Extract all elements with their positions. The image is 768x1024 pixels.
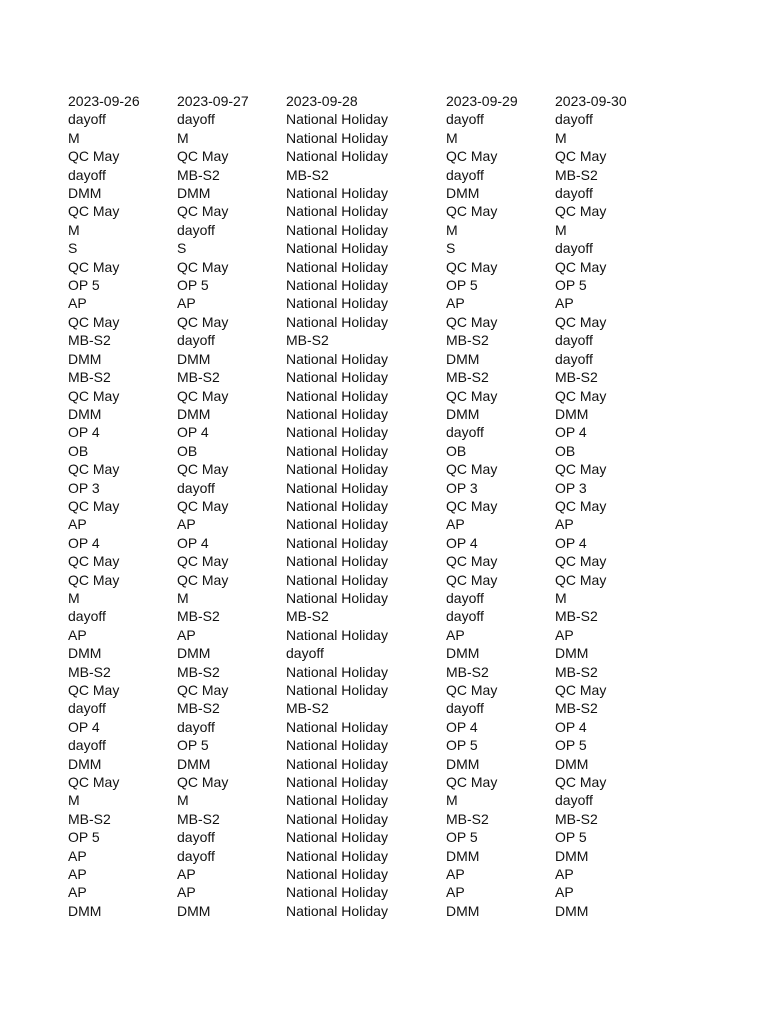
table-cell: OP 4: [177, 424, 209, 441]
table-row: [68, 773, 668, 791]
table-row: [68, 791, 668, 809]
table-cell: MB-S2: [286, 700, 329, 717]
table-cell: QC May: [446, 774, 498, 791]
table-cell: M: [68, 589, 80, 606]
table-cell: QC May: [68, 203, 120, 220]
schedule-body: [68, 110, 668, 920]
table-cell: National Holiday: [286, 516, 388, 533]
table-cell: M: [446, 221, 458, 238]
table-cell: QC May: [177, 387, 229, 404]
table-cell: M: [446, 792, 458, 809]
table-row: [68, 331, 668, 349]
table-cell: dayoff: [555, 111, 593, 128]
table-row: [68, 184, 668, 202]
table-cell: DMM: [446, 350, 480, 367]
table-cell: dayoff: [555, 185, 593, 202]
table-row: [68, 442, 668, 460]
table-cell: AP: [177, 516, 196, 533]
table-row: [68, 239, 668, 257]
table-row: [68, 810, 668, 828]
table-cell: AP: [68, 626, 87, 643]
table-cell: National Holiday: [286, 663, 388, 680]
table-cell: QC May: [446, 571, 498, 588]
table-cell: National Holiday: [286, 111, 388, 128]
table-cell: QC May: [446, 203, 498, 220]
table-cell: National Holiday: [286, 203, 388, 220]
table-cell: QC May: [555, 387, 607, 404]
table-cell: MB-S2: [555, 810, 598, 827]
table-cell: DMM: [68, 405, 102, 422]
table-row: [68, 313, 668, 331]
table-row: [68, 497, 668, 515]
table-cell: QC May: [555, 148, 607, 165]
table-cell: QC May: [555, 553, 607, 570]
table-cell: QC May: [68, 148, 120, 165]
table-cell: MB-S2: [68, 663, 111, 680]
table-cell: dayoff: [446, 424, 484, 441]
table-cell: OP 4: [446, 718, 478, 735]
date-header: 2023-09-30: [555, 93, 627, 109]
table-cell: QC May: [446, 497, 498, 514]
table-cell: AP: [68, 884, 87, 901]
table-cell: National Holiday: [286, 350, 388, 367]
table-cell: National Holiday: [286, 737, 388, 754]
table-cell: National Holiday: [286, 442, 388, 459]
table-cell: National Holiday: [286, 129, 388, 146]
table-cell: DMM: [177, 350, 211, 367]
table-cell: QC May: [68, 387, 120, 404]
table-cell: National Holiday: [286, 221, 388, 238]
table-cell: National Holiday: [286, 277, 388, 294]
table-row: [68, 681, 668, 699]
table-cell: DMM: [177, 902, 211, 919]
table-cell: National Holiday: [286, 424, 388, 441]
table-cell: MB-S2: [555, 166, 598, 183]
table-cell: QC May: [68, 313, 120, 330]
table-cell: dayoff: [446, 608, 484, 625]
table-cell: MB-S2: [446, 663, 489, 680]
table-cell: QC May: [446, 148, 498, 165]
table-cell: M: [555, 221, 567, 238]
table-row: [68, 718, 668, 736]
table-cell: QC May: [446, 461, 498, 478]
table-cell: dayoff: [446, 700, 484, 717]
table-cell: AP: [446, 866, 465, 883]
table-row: [68, 423, 668, 441]
table-row: [68, 221, 668, 239]
table-cell: dayoff: [446, 589, 484, 606]
table-cell: M: [177, 792, 189, 809]
table-cell: National Holiday: [286, 258, 388, 275]
table-cell: National Holiday: [286, 387, 388, 404]
table-cell: QC May: [177, 774, 229, 791]
table-cell: QC May: [177, 497, 229, 514]
table-cell: QC May: [555, 203, 607, 220]
table-cell: DMM: [555, 645, 589, 662]
table-cell: National Holiday: [286, 461, 388, 478]
table-cell: DMM: [446, 405, 480, 422]
table-cell: QC May: [446, 258, 498, 275]
table-cell: AP: [177, 884, 196, 901]
table-cell: dayoff: [555, 240, 593, 257]
table-cell: QC May: [446, 553, 498, 570]
table-row: [68, 663, 668, 681]
table-cell: MB-S2: [555, 663, 598, 680]
table-cell: QC May: [68, 571, 120, 588]
table-cell: DMM: [177, 755, 211, 772]
table-cell: OP 4: [555, 424, 587, 441]
table-cell: OP 3: [68, 479, 100, 496]
table-cell: QC May: [446, 313, 498, 330]
table-cell: QC May: [555, 571, 607, 588]
table-cell: DMM: [555, 755, 589, 772]
date-header: 2023-09-26: [68, 93, 140, 109]
schedule-header: [68, 92, 668, 110]
table-cell: MB-S2: [177, 663, 220, 680]
table-cell: QC May: [555, 461, 607, 478]
table-cell: DMM: [446, 645, 480, 662]
table-cell: MB-S2: [177, 608, 220, 625]
table-cell: National Holiday: [286, 369, 388, 386]
table-row: [68, 534, 668, 552]
table-row: [68, 276, 668, 294]
table-cell: dayoff: [555, 792, 593, 809]
table-cell: DMM: [446, 755, 480, 772]
table-cell: QC May: [446, 387, 498, 404]
table-cell: dayoff: [68, 166, 106, 183]
table-cell: MB-S2: [555, 700, 598, 717]
table-cell: DMM: [68, 350, 102, 367]
table-cell: National Holiday: [286, 313, 388, 330]
table-cell: AP: [68, 516, 87, 533]
table-row: [68, 166, 668, 184]
table-cell: National Holiday: [286, 884, 388, 901]
table-cell: MB-S2: [555, 608, 598, 625]
table-cell: National Holiday: [286, 553, 388, 570]
table-cell: National Holiday: [286, 405, 388, 422]
table-cell: MB-S2: [446, 810, 489, 827]
table-cell: QC May: [555, 313, 607, 330]
table-row: [68, 644, 668, 662]
table-cell: AP: [68, 847, 87, 864]
table-cell: dayoff: [177, 718, 215, 735]
table-cell: National Holiday: [286, 774, 388, 791]
table-cell: AP: [555, 884, 574, 901]
table-cell: AP: [68, 295, 87, 312]
table-cell: MB-S2: [177, 810, 220, 827]
table-cell: OP 4: [446, 534, 478, 551]
table-cell: MB-S2: [446, 369, 489, 386]
table-cell: OP 4: [177, 534, 209, 551]
table-cell: National Holiday: [286, 295, 388, 312]
table-cell: M: [68, 129, 80, 146]
table-row: [68, 405, 668, 423]
table-cell: QC May: [177, 461, 229, 478]
table-cell: DMM: [68, 645, 102, 662]
table-cell: National Holiday: [286, 682, 388, 698]
table-cell: National Holiday: [286, 755, 388, 772]
table-row: [68, 847, 668, 865]
table-row: [68, 883, 668, 901]
table-cell: AP: [555, 295, 574, 312]
table-cell: OP 4: [555, 534, 587, 551]
table-cell: National Holiday: [286, 626, 388, 643]
table-cell: National Holiday: [286, 866, 388, 883]
table-cell: OP 5: [446, 829, 478, 846]
table-cell: QC May: [555, 497, 607, 514]
table-cell: National Holiday: [286, 589, 388, 606]
table-cell: MB-S2: [446, 332, 489, 349]
table-cell: OB: [68, 442, 89, 459]
table-cell: MB-S2: [286, 608, 329, 625]
table-cell: MB-S2: [68, 369, 111, 386]
table-cell: DMM: [555, 847, 589, 864]
table-cell: S: [68, 240, 78, 257]
table-cell: OP 5: [177, 737, 209, 754]
table-cell: dayoff: [68, 111, 106, 128]
table-cell: National Holiday: [286, 534, 388, 551]
table-row: [68, 368, 668, 386]
table-cell: QC May: [177, 571, 229, 588]
header-row: [68, 92, 668, 110]
table-cell: MB-S2: [286, 332, 329, 349]
table-cell: DMM: [446, 847, 480, 864]
table-cell: QC May: [555, 258, 607, 275]
table-row: [68, 589, 668, 607]
table-cell: AP: [177, 295, 196, 312]
table-row: [68, 387, 668, 405]
table-row: [68, 607, 668, 625]
table-cell: MB-S2: [286, 166, 329, 183]
table-cell: National Holiday: [286, 571, 388, 588]
date-header: 2023-09-28: [286, 93, 358, 109]
table-cell: QC May: [177, 258, 229, 275]
table-cell: MB-S2: [177, 166, 220, 183]
table-cell: National Holiday: [286, 792, 388, 809]
table-cell: National Holiday: [286, 240, 388, 257]
table-cell: QC May: [68, 258, 120, 275]
table-row: [68, 828, 668, 846]
table-cell: QC May: [177, 553, 229, 570]
table-cell: AP: [446, 626, 465, 643]
table-row: [68, 479, 668, 497]
table-cell: dayoff: [555, 332, 593, 349]
table-cell: QC May: [446, 682, 498, 698]
table-cell: M: [555, 589, 567, 606]
table-cell: OP 4: [555, 718, 587, 735]
table-cell: AP: [555, 516, 574, 533]
table-cell: QC May: [68, 497, 120, 514]
table-cell: DMM: [68, 185, 102, 202]
table-cell: National Holiday: [286, 718, 388, 735]
table-cell: QC May: [68, 461, 120, 478]
table-cell: dayoff: [555, 350, 593, 367]
table-cell: MB-S2: [68, 332, 111, 349]
table-cell: OP 4: [68, 718, 100, 735]
table-cell: dayoff: [177, 111, 215, 128]
table-cell: OP 5: [68, 277, 100, 294]
table-cell: QC May: [177, 313, 229, 330]
table-cell: dayoff: [177, 479, 215, 496]
table-row: [68, 865, 668, 883]
table-cell: dayoff: [286, 645, 324, 662]
table-cell: MB-S2: [177, 700, 220, 717]
table-row: [68, 902, 668, 920]
table-cell: dayoff: [177, 847, 215, 864]
table-cell: AP: [177, 866, 196, 883]
table-cell: OP 5: [446, 737, 478, 754]
table-cell: National Holiday: [286, 829, 388, 846]
table-cell: dayoff: [177, 221, 215, 238]
table-cell: dayoff: [446, 166, 484, 183]
table-cell: MB-S2: [177, 369, 220, 386]
table-cell: DMM: [68, 902, 102, 919]
table-cell: OP 5: [68, 829, 100, 846]
table-row: [68, 626, 668, 644]
table-cell: QC May: [68, 553, 120, 570]
table-row: [68, 147, 668, 165]
table-cell: dayoff: [446, 111, 484, 128]
schedule-table: [68, 92, 668, 920]
table-cell: dayoff: [68, 700, 106, 717]
table-cell: dayoff: [68, 608, 106, 625]
table-cell: M: [177, 589, 189, 606]
table-cell: AP: [446, 884, 465, 901]
table-cell: dayoff: [177, 829, 215, 846]
date-header: 2023-09-29: [446, 93, 518, 109]
table-cell: National Holiday: [286, 847, 388, 864]
table-cell: OB: [177, 442, 198, 459]
table-cell: S: [446, 240, 456, 257]
table-row: [68, 258, 668, 276]
table-cell: National Holiday: [286, 148, 388, 165]
table-row: [68, 699, 668, 717]
table-cell: DMM: [446, 902, 480, 919]
table-cell: OP 5: [555, 829, 587, 846]
table-cell: OB: [446, 442, 467, 459]
table-cell: M: [177, 129, 189, 146]
table-cell: AP: [446, 516, 465, 533]
table-cell: M: [555, 129, 567, 146]
table-row: [68, 460, 668, 478]
table-cell: QC May: [555, 682, 607, 698]
table-cell: OP 3: [446, 479, 478, 496]
table-cell: OP 4: [68, 424, 100, 441]
table-row: [68, 294, 668, 312]
table-cell: M: [446, 129, 458, 146]
table-cell: National Holiday: [286, 497, 388, 514]
table-cell: M: [68, 221, 80, 238]
table-cell: OP 4: [68, 534, 100, 551]
table-cell: OP 5: [177, 277, 209, 294]
table-cell: AP: [555, 626, 574, 643]
table-cell: DMM: [68, 755, 102, 772]
table-cell: National Holiday: [286, 185, 388, 202]
table-cell: DMM: [446, 185, 480, 202]
table-cell: QC May: [555, 774, 607, 791]
table-cell: DMM: [177, 185, 211, 202]
date-header: 2023-09-27: [177, 93, 249, 109]
table-cell: DMM: [177, 405, 211, 422]
table-cell: M: [68, 792, 80, 809]
table-cell: OP 5: [555, 737, 587, 754]
table-cell: AP: [68, 866, 87, 883]
table-cell: QC May: [68, 682, 120, 698]
table-cell: National Holiday: [286, 902, 388, 919]
table-cell: AP: [555, 866, 574, 883]
table-cell: QC May: [68, 774, 120, 791]
table-cell: QC May: [177, 682, 229, 698]
table-cell: QC May: [177, 148, 229, 165]
table-cell: National Holiday: [286, 479, 388, 496]
table-row: [68, 350, 668, 368]
table-cell: MB-S2: [68, 810, 111, 827]
table-cell: DMM: [177, 645, 211, 662]
table-cell: MB-S2: [555, 369, 598, 386]
table-cell: DMM: [555, 405, 589, 422]
table-cell: dayoff: [68, 737, 106, 754]
table-cell: S: [177, 240, 187, 257]
table-cell: dayoff: [177, 332, 215, 349]
table-row: [68, 736, 668, 754]
table-cell: National Holiday: [286, 810, 388, 827]
table-cell: OB: [555, 442, 576, 459]
table-cell: AP: [446, 295, 465, 312]
table-cell: QC May: [177, 203, 229, 220]
table-row: [68, 571, 668, 589]
table-cell: OP 5: [446, 277, 478, 294]
table-row: [68, 129, 668, 147]
table-cell: OP 5: [555, 277, 587, 294]
table-row: [68, 515, 668, 533]
table-row: [68, 755, 668, 773]
table-row: [68, 202, 668, 220]
table-cell: AP: [177, 626, 196, 643]
table-cell: DMM: [555, 902, 589, 919]
table-row: [68, 110, 668, 128]
table-row: [68, 552, 668, 570]
table-cell: OP 3: [555, 479, 587, 496]
